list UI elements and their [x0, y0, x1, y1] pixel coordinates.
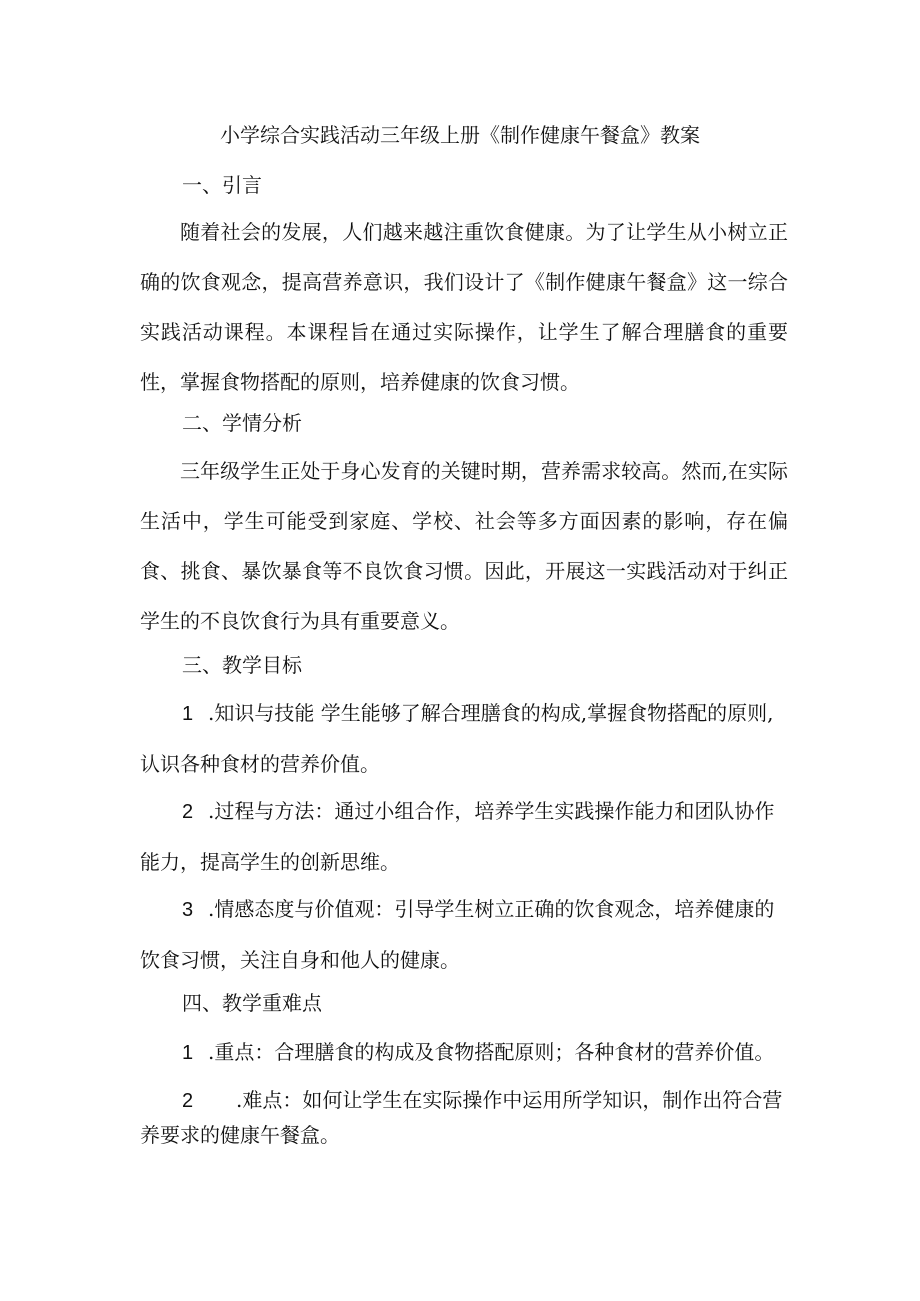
section-heading-teaching-objectives: 三、教学目标 [182, 653, 302, 677]
list-item-number: 2 [182, 801, 194, 823]
list-item [140, 1083, 788, 1152]
list-item [140, 688, 788, 789]
list-item-text: .重点：合理膳食的构成及食物搭配原则；各种食材的营养价值。 [208, 1040, 775, 1064]
list-item-number: 1 [182, 703, 194, 725]
list-item-text: .过程与方法：通过小组合作，培养学生实践操作能力和团队协作能力，提高学生的创新思维。 [140, 799, 775, 874]
section-paragraph-introduction: 随着社会的发展，人们越来越注重饮食健康。为了让学生从小树立正确的饮食观念，提高营养意识，我们设计了《制作健康午餐盒》这一综合实践活动课程。本课程旨在通过实际操作，让学生了解合理膳食的重要性，掌握食物搭配的原则，培养健康的饮食习惯。 [140, 220, 788, 394]
section-heading-student-analysis: 二、学情分析 [182, 411, 302, 435]
list-item [140, 884, 788, 985]
list-item [140, 786, 788, 887]
section-heading-introduction: 一、引言 [182, 173, 262, 197]
list-item-text: .情感态度与价值观：引导学生树立正确的饮食观念，培养健康的饮食习惯，关注自身和他人的健康。 [140, 897, 775, 972]
list-item-text: .知识与技能 学生能够了解合理膳食的构成,掌握食物搭配的原则,认识各种食材的营养价值。 [140, 701, 774, 776]
list-item-number: 1 [182, 1042, 194, 1064]
document-title: 小学综合实践活动三年级上册《制作健康午餐盒》教案 [220, 123, 700, 147]
list-item-text: .难点：如何让学生在实际操作中运用所学知识，制作出符合营养要求的健康午餐盒。 [140, 1088, 783, 1147]
list-item [140, 1027, 788, 1078]
list-item-number: 2 [182, 1090, 194, 1112]
section-paragraph-student-analysis: 三年级学生正处于身心发育的关键时期，营养需求较高。然而,在实际生活中，学生可能受到家庭、学校、社会等多方面因素的影响，存在偏食、挑食、暴饮暴食等不良饮食习惯。因此，开展这一实践活动对于纠正学生的不良饮食行为具有重要意义。 [140, 459, 788, 633]
section-heading-key-difficulties: 四、教学重难点 [182, 991, 322, 1015]
list-item-number: 3 [182, 899, 194, 921]
